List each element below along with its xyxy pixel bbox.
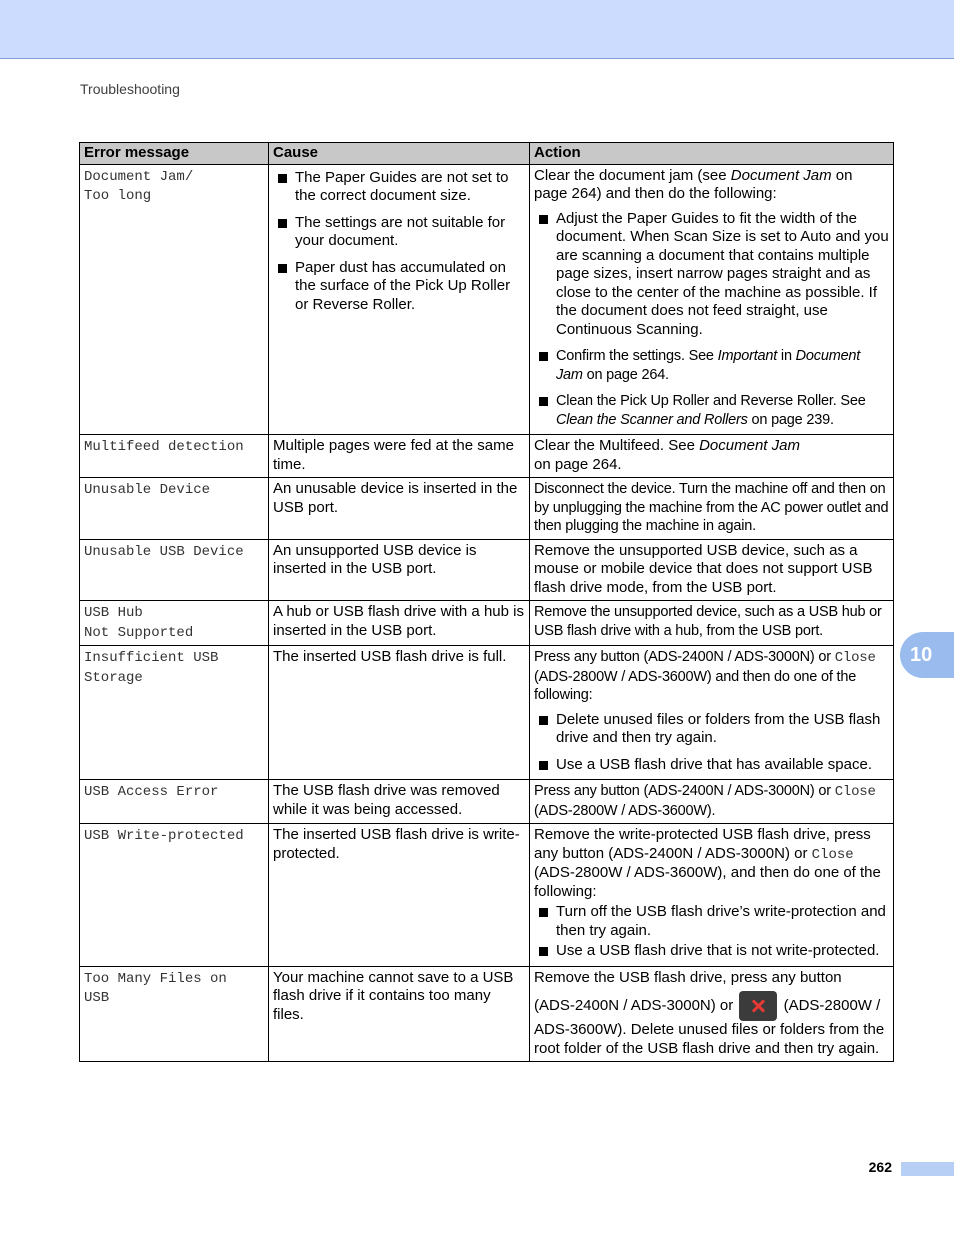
action-text: Press any button (ADS-2400N / ADS-3000N) or [534,649,835,665]
action-text: (ADS-2800W / ADS-3600W). [534,802,716,819]
table-row [80,646,894,780]
cause-cell: The inserted USB flash drive is full. [269,646,530,780]
action-cell [530,824,894,967]
close-key-label: Close [834,784,876,800]
list-item: Use a USB flash drive that has available space. [534,756,889,775]
action-text: on page 264) and then do the following: [534,166,853,202]
error-cell [80,478,269,540]
action-text: Confirm the settings. See [556,348,718,364]
action-text: on page 239. [747,411,834,428]
page-number-bar [901,1162,954,1176]
action-cell: Remove the unsupported device, such as a USB hub or USB flash drive with a hub, from the USB port. [530,601,894,646]
action-text: Press any button (ADS-2400N / ADS-3000N) or [534,783,835,799]
error-code: Unusable USB Device [84,543,244,560]
chapter-tab: 10 [900,632,954,678]
cause-cell: The USB flash drive was removed while it was being accessed. [269,780,530,824]
action-list [534,210,889,430]
reference-link[interactable]: Important [717,348,778,364]
action-cell [530,435,894,478]
header-band [0,0,954,59]
action-text: Clean the Pick Up Roller and Reverse Roller. See [556,393,866,409]
column-header-action: Action [530,143,894,165]
table-row [80,780,894,824]
error-message-table [79,142,894,1062]
error-cell [80,646,269,780]
close-key-label: Close [811,846,854,863]
list-item [534,392,889,429]
error-cell [80,164,269,435]
action-text: (ADS-2800W / ADS-3600W), and then do one of the following: [534,864,881,900]
action-cell [530,780,894,824]
error-code: USB Access Error [84,784,219,800]
error-code: Document Jam/ Too long [84,168,194,204]
action-text-block [534,991,889,1058]
reference-link[interactable]: Document Jam [556,348,861,383]
error-cell [80,780,269,824]
action-text: in [777,348,796,364]
cause-cell: Multiple pages were fed at the same time. [269,435,530,478]
action-cell [530,646,894,780]
list-item: Paper dust has accumulated on the surface of the Pick Up Roller or Reverse Roller. [273,259,525,315]
action-text: on page 264. [582,366,669,383]
cause-cell: A hub or USB flash drive with a hub is inserted in the USB port. [269,601,530,646]
cause-cell: Your machine cannot save to a USB flash drive if it contains too many files. [269,966,530,1062]
list-item: Turn off the USB flash drive’s write-protection and then try again. [534,903,889,940]
action-text: Clear the document jam (see [534,166,731,184]
error-cell [80,539,269,601]
action-list [534,903,889,961]
list-item [534,347,889,384]
table-row [80,478,894,540]
action-cell: Disconnect the device. Turn the machine off and then on by unplugging the machine from the AC power outlet and then plugging the machine in again. [530,478,894,540]
action-text: Clear the Multifeed. See [534,437,700,454]
cause-cell: An unsupported USB device is inserted in the USB port. [269,539,530,601]
action-cell [530,966,894,1062]
action-text: Remove the write-protected USB flash drive, press any button (ADS-2400N / ADS-3000N) or [534,826,871,862]
action-list [534,711,889,775]
cause-cell: The inserted USB flash drive is write-protected. [269,824,530,967]
cause-cell: An unusable device is inserted in the USB port. [269,478,530,540]
list-item: Use a USB flash drive that is not write-protected. [534,942,889,961]
column-header-error: Error message [80,143,269,165]
table-row [80,966,894,1062]
action-intro [534,648,889,705]
table-row [80,539,894,601]
error-code: USB Hub Not Supported [84,605,194,641]
list-item: Delete unused files or folders from the USB flash drive and then try again. [534,711,889,748]
action-text: (ADS-2400N / ADS-3000N) or [534,996,738,1014]
error-cell [80,824,269,967]
list-item: The Paper Guides are not set to the correct document size. [273,169,525,206]
table-header-row [80,143,894,165]
error-code: Insufficient USB Storage [84,650,219,686]
error-cell [80,601,269,646]
page-number: 262 [868,1159,892,1175]
action-intro [534,826,889,901]
error-code: Unusable Device [84,482,211,498]
action-text: on page 264. [534,455,622,473]
error-cell [80,435,269,478]
section-title: Troubleshooting [80,81,180,97]
reference-link[interactable]: Clean the Scanner and Rollers [556,411,748,428]
error-cell [80,966,269,1062]
stop-x-icon [739,991,777,1021]
table-row [80,435,894,478]
action-text: (ADS-2800W / ADS-3600W). Delete unused files or folders from the root folder of the USB flash drive and then try again. [534,996,885,1057]
action-cell: Remove the unsupported USB device, such as a mouse or mobile device that does not support USB flash drive mode, from the USB port. [530,539,894,601]
action-intro [534,167,889,204]
action-cell [530,164,894,435]
action-text: (ADS-2800W / ADS-3600W) and then do one of the following: [534,668,857,703]
table-row [80,601,894,646]
column-header-cause: Cause [269,143,530,165]
cause-list [273,169,525,315]
error-code: Multifeed detection [84,439,244,455]
reference-link[interactable]: Document Jam [699,437,800,454]
table-row [80,164,894,435]
error-code: USB Write-protected [84,828,244,844]
error-code: Too Many Files on USB [84,970,227,1006]
action-text: Remove the USB flash drive, press any button [534,968,842,986]
reference-link[interactable]: Document Jam [730,166,832,184]
list-item: The settings are not suitable for your document. [273,214,525,251]
cause-cell [269,164,530,435]
table-row [80,824,894,967]
close-key-label: Close [834,650,876,666]
list-item: Adjust the Paper Guides to fit the width of the document. When Scan Size is set to Auto and you are scanning a document that contains multiple page sizes, insert narrow pages straight and as close to the center of the machine as possible. If the document does not feed straight, use Continuous Scanning. [534,210,889,340]
